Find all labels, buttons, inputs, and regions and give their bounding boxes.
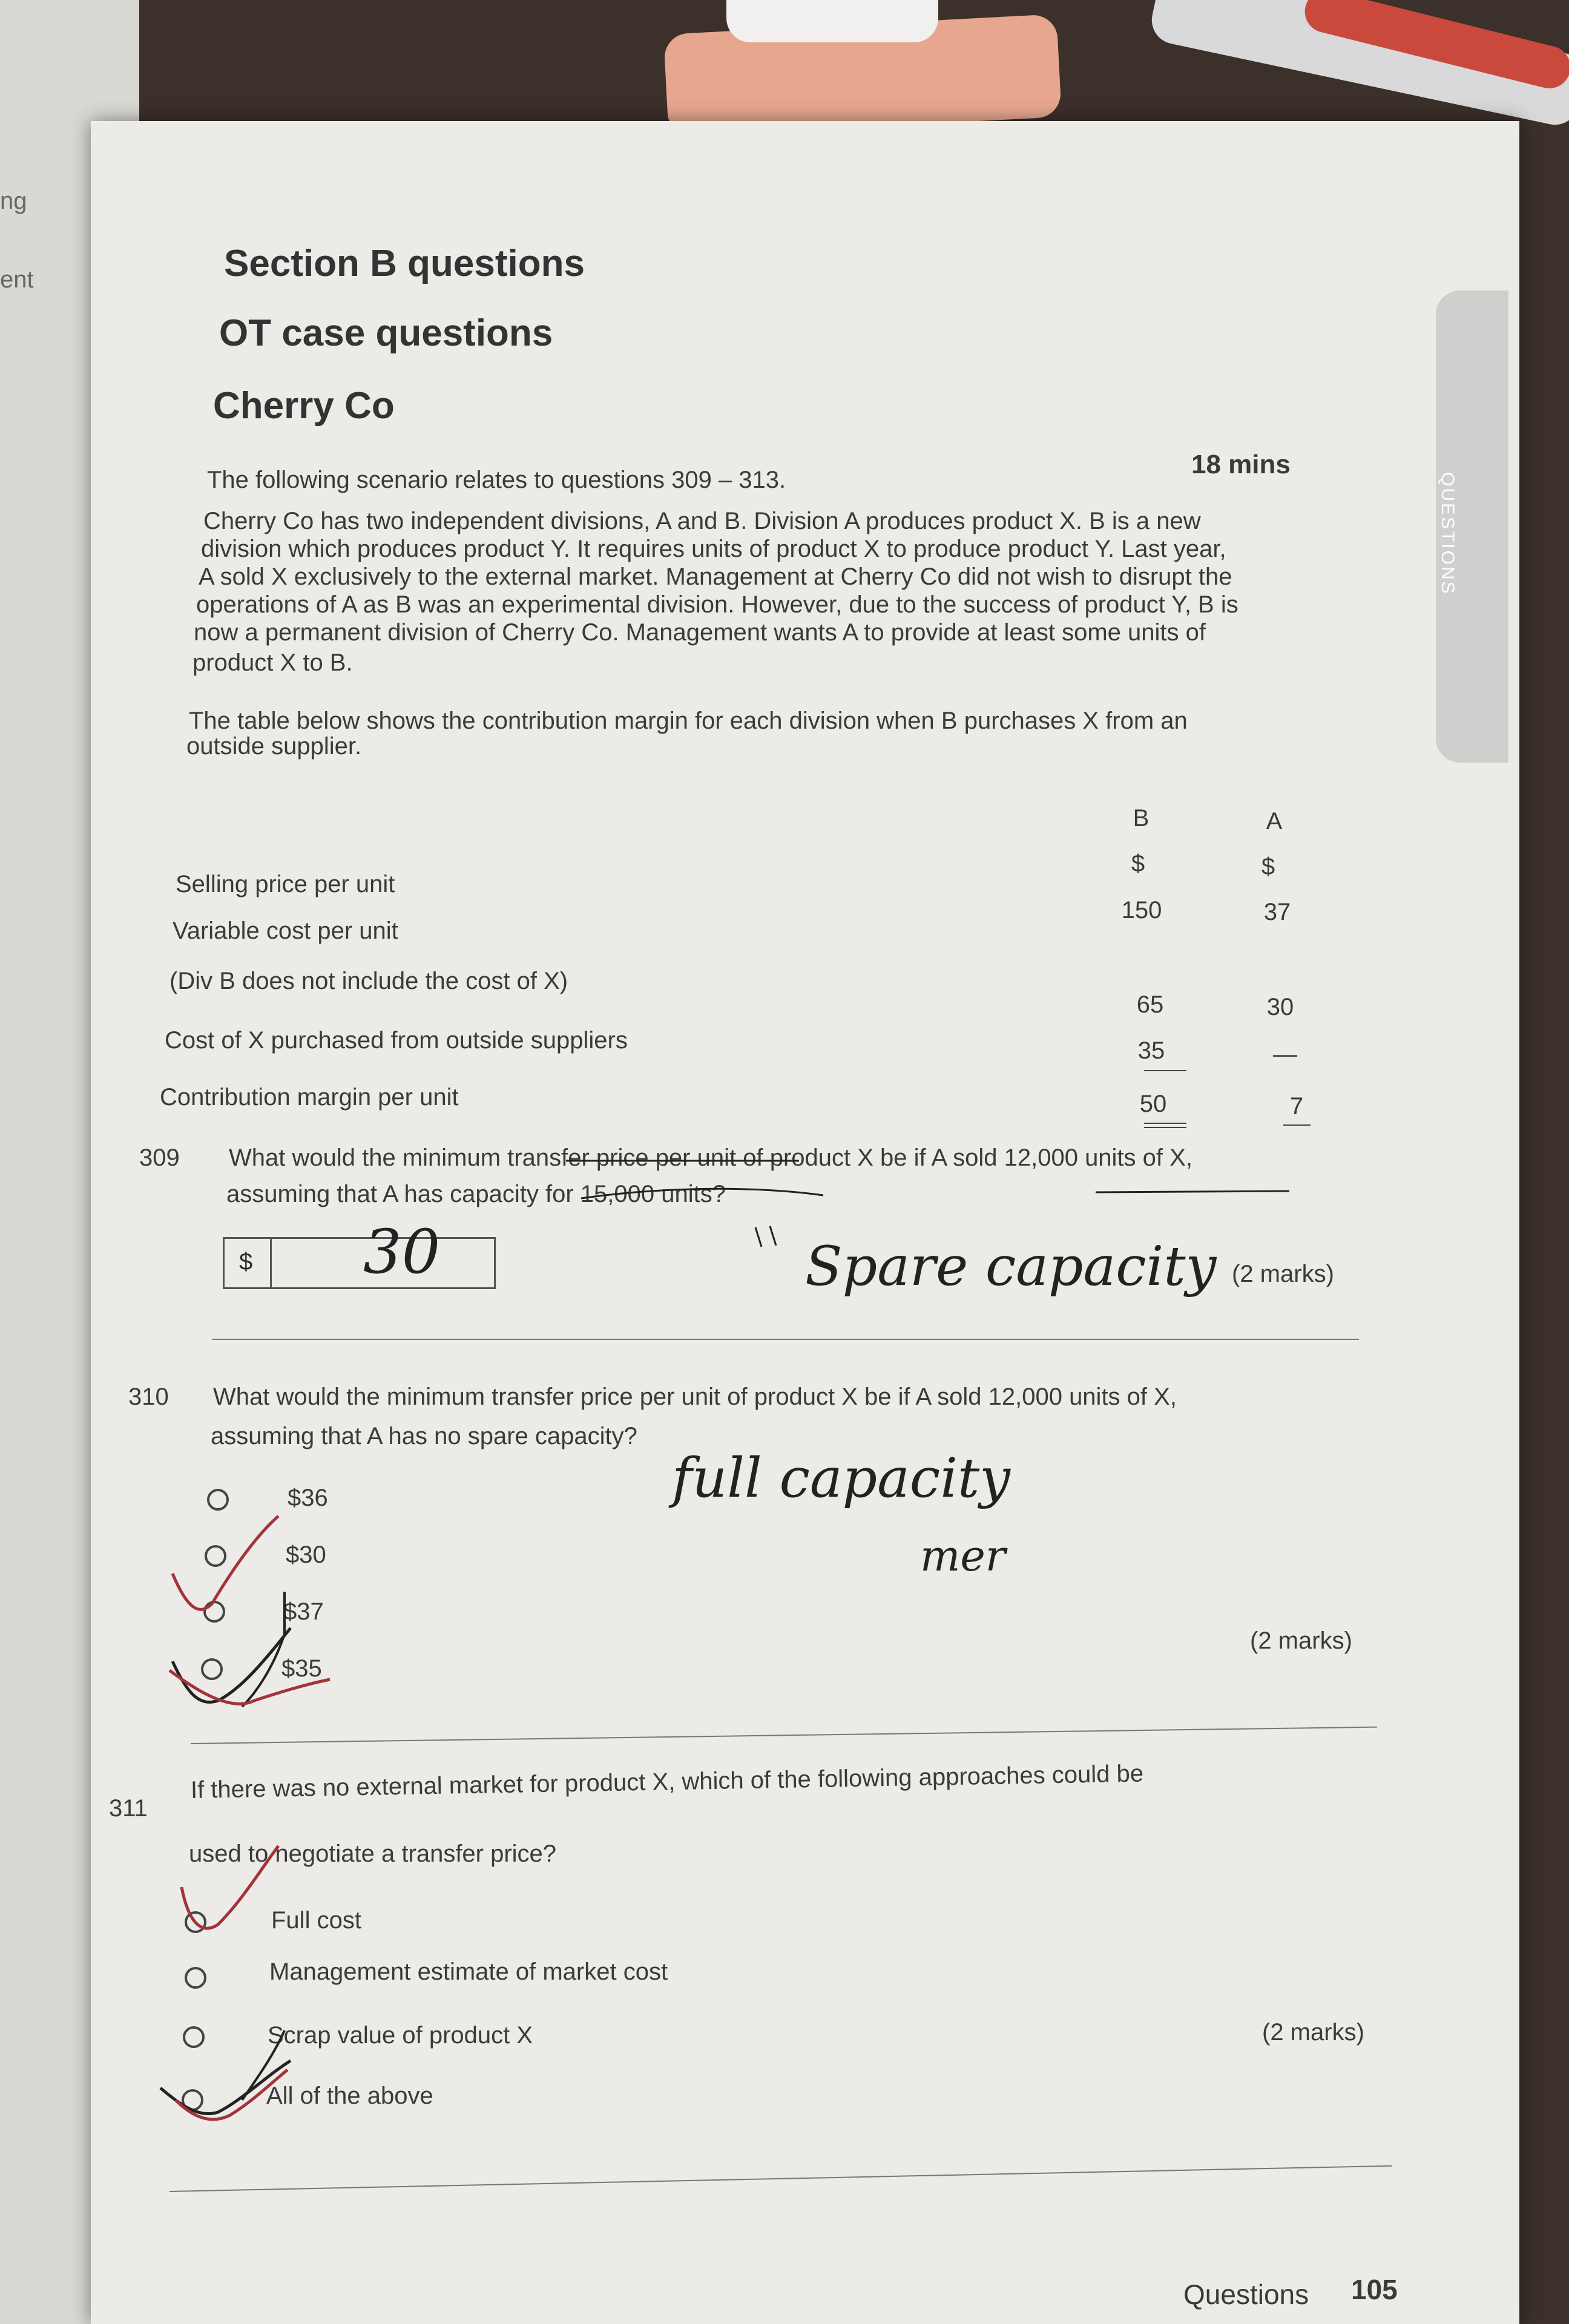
- ditto-mark: [755, 1226, 776, 1247]
- table-cell-a: 30: [1266, 994, 1294, 1020]
- marks: (2 marks): [1232, 1261, 1334, 1287]
- marks: (2 marks): [1250, 1627, 1352, 1654]
- question-text: If there was no external market for product X, which of the following approaches could be: [190, 1760, 1144, 1804]
- scenario-line: operations of A as B was an experimental division. However, due to the success of product Y, B is: [196, 591, 1238, 618]
- previous-page-fragment: ng: [0, 188, 27, 214]
- option-label: $37: [283, 1598, 324, 1625]
- underline-mark: [581, 1189, 823, 1198]
- scenario-line: division which produces product Y. It requires units of product X to produce product Y. Last year,: [201, 536, 1226, 562]
- handwritten-note: full capacity: [672, 1446, 1010, 1510]
- option-label: Management estimate of market cost: [269, 1958, 668, 1985]
- table-row-label: Contribution margin per unit: [160, 1084, 459, 1111]
- scenario-line: Cherry Co has two independent divisions, A and B. Division A produces product X. B is a new: [203, 508, 1201, 534]
- question-text: assuming that A has no spare capacity?: [211, 1423, 637, 1449]
- option-label: $30: [286, 1541, 326, 1568]
- marks: (2 marks): [1262, 2019, 1364, 2046]
- check-mark: [173, 1516, 278, 1609]
- scenario-intro: The following scenario relates to questions 309 – 313.: [207, 467, 786, 493]
- table-cell-a: —: [1273, 1041, 1297, 1068]
- page-number: 105: [1351, 2274, 1398, 2305]
- time-allowance: 18 mins: [1191, 450, 1291, 479]
- handwritten-note: mer: [920, 1531, 1006, 1581]
- question-number: 310: [128, 1384, 169, 1410]
- table-cell-a: 37: [1263, 899, 1291, 925]
- table-cell-b: 35: [1137, 1037, 1165, 1064]
- table-intro: outside supplier.: [186, 733, 362, 760]
- slash-mark: [242, 1592, 285, 1707]
- scenario-line: now a permanent division of Cherry Co. Management wants A to provide at least some units of: [194, 619, 1206, 646]
- option-label: Full cost: [271, 1907, 361, 1934]
- handwritten-answer: 30: [363, 1216, 441, 1287]
- answer-prefix: $: [239, 1249, 253, 1275]
- check-mark: [182, 1846, 278, 1928]
- table-cell-a: 7: [1289, 1093, 1304, 1120]
- footer-label: Questions: [1183, 2279, 1309, 2310]
- subsection-title: OT case questions: [219, 312, 553, 354]
- question-text: What would the minimum transfer price per unit of product X be if A sold 12,000 units of X,: [213, 1384, 1177, 1410]
- table-row-label: Variable cost per unit: [173, 917, 398, 944]
- underline-mark: [1096, 1191, 1289, 1192]
- case-title: Cherry Co: [213, 385, 395, 427]
- table-row-label: Selling price per unit: [176, 871, 395, 898]
- section-title: Section B questions: [224, 243, 585, 284]
- scenario-line: product X to B.: [192, 649, 353, 676]
- option-label: $36: [288, 1485, 328, 1511]
- table-intro: The table below shows the contribution margin for each division when B purchases X from an: [189, 707, 1188, 734]
- table-currency-a: $: [1261, 853, 1275, 880]
- handwritten-note: Spare capacity: [805, 1235, 1217, 1298]
- table-cell-b: 150: [1121, 897, 1162, 924]
- table-row-label: Cost of X purchased from outside suppliers: [165, 1027, 628, 1054]
- question-text: What would the minimum transfer price per unit of product X be if A sold 12,000 units of X,: [229, 1144, 1192, 1171]
- previous-page-fragment: ent: [0, 266, 34, 293]
- table-col-b: B: [1133, 805, 1150, 832]
- side-tab-label: QUESTIONS: [1438, 472, 1458, 596]
- question-number: 309: [139, 1144, 180, 1171]
- question-text: used to negotiate a transfer price?: [189, 1840, 557, 1867]
- question-text: assuming that A has capacity for 15,000 units?: [226, 1181, 726, 1207]
- question-number: 311: [109, 1795, 148, 1822]
- table-currency-b: $: [1131, 850, 1145, 877]
- table-col-a: A: [1266, 808, 1283, 835]
- scenario-line: A sold X exclusively to the external market. Management at Cherry Co did not wish to disrupt the: [199, 563, 1232, 590]
- table-cell-b: 50: [1139, 1091, 1167, 1117]
- table-cell-b: 65: [1136, 991, 1164, 1018]
- option-label: $35: [281, 1655, 322, 1682]
- table-row-label: (Div B does not include the cost of X): [169, 968, 568, 994]
- option-label: All of the above: [266, 2083, 433, 2109]
- option-label: Scrap value of product X: [268, 2022, 533, 2049]
- check-mark: [176, 2070, 288, 2119]
